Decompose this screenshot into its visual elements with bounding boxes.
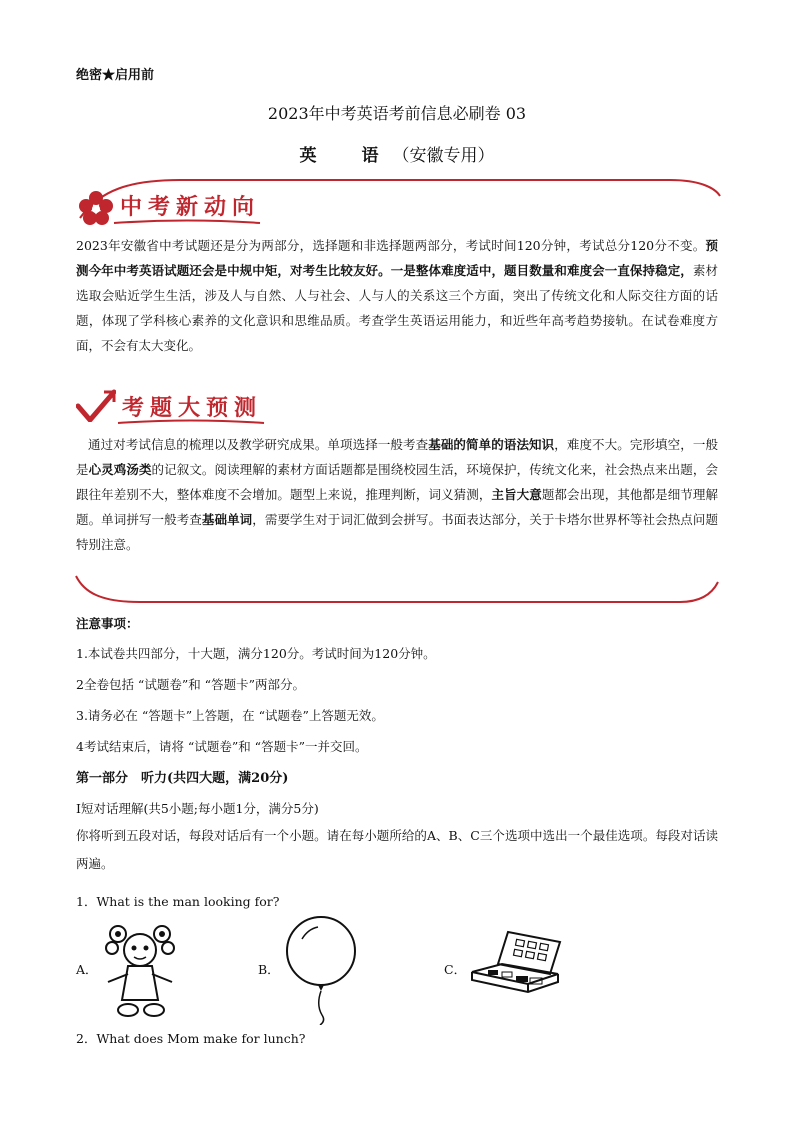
section2-paragraph: [76, 432, 718, 557]
paper-subject: [0, 141, 794, 166]
check-arrow-icon: [76, 388, 116, 422]
section2-text-1: 通过对考试信息的梳理以及教学研究成果。单项选择一般考查: [88, 437, 429, 452]
notes-heading: 注意事项：: [76, 616, 139, 631]
section1-text-1: 2023年安徽省中考试题还是分为两部分，选择题和非选择题两部分，考试时间120分钟，考试总分120分不变。: [76, 238, 706, 253]
note-item-2: 2全卷包括 “试题卷”和 “答题卡”两部分。: [76, 677, 305, 692]
section2-bold-2: 心灵鸡汤类: [88, 462, 152, 477]
option-c-label: C．: [444, 962, 467, 977]
note-item-4: 4考试结束后，请将 “试题卷”和 “答题卡”一并交回。: [76, 739, 368, 754]
confidential-label: 绝密★启用前: [76, 68, 155, 83]
section2-bold-1: 基础的简单的语法知识: [428, 437, 555, 452]
section1-text-2: 素材选取会贴近学生生活，涉及人与自然、人与社会、人与人的关系这三个方面，突出了传统文化和人际交往方面的话题，体现了学科核心素养的文化意识和思维品质。考查学生英语运用能力，和近些年高考趋势接轨。在试卷难度方面，不会有太大变化。: [76, 263, 718, 353]
section2-bold-4: 基础单词: [201, 512, 253, 527]
section2-frame-bottom: [70, 570, 730, 610]
part1-heading: 第一部分 听力(共四大题，满20分): [76, 771, 289, 786]
section1-underline: [112, 218, 262, 226]
section1-heading: 中考新动向: [120, 195, 261, 220]
option-a-label: A．: [76, 962, 98, 977]
part1-subheading: Ⅰ短对话理解(共5小题;每小题1分，满分5分): [76, 801, 319, 816]
section2-text-4: 题都会出现，其他都是细节理解题。单词拼写一般考查: [76, 487, 718, 527]
question-1: 1．What is the man looking for?: [76, 894, 280, 909]
note-item-3: 3.请务必在 “答题卡”上答题，在 “试题卷”上答题无效。: [76, 708, 384, 723]
section2-text-2: ，难度不大。完形填空，一般是: [76, 437, 718, 477]
section2-text-5: ，需要学生对于词汇做到会拼写。书面表达部分，关于卡塔尔世界杯等社会热点问题特别注意。: [76, 512, 718, 552]
subject-note: （安徽专用）: [392, 146, 495, 166]
part1-instructions: 你将听到五段对话，每段对话后有一个小题。请在每小题所给的A、B、C三个选项中选出一个最佳选项。每段对话读两遍。: [76, 828, 718, 871]
doll-image: [98, 920, 182, 1020]
question-2: 2．What does Mom make for lunch?: [76, 1031, 306, 1046]
subject-name: 英 语: [299, 146, 393, 166]
section2-bold-3: 主旨大意: [491, 487, 542, 502]
flower-icon: [78, 190, 114, 226]
paint-box-image: [468, 928, 568, 1008]
balloon-image: [282, 915, 360, 1025]
section2-heading: 考题大预测: [122, 396, 263, 421]
paper-title: 2023年中考英语考前信息必刷卷 03: [267, 104, 527, 123]
section2-underline: [116, 418, 266, 426]
section2-text-3: 的记叙文。阅读理解的素材方面话题都是围绕校园生活，环境保护，传统文化来，社会热点来出题，会跟往年差别不大，整体难度不会增加。题型上来说，推理判断，词义猜测，: [76, 462, 718, 502]
section1-paragraph: [76, 233, 718, 358]
option-b-label: B．: [258, 962, 280, 977]
section1-text-bold: 预测今年中考英语试题还会是中规中矩，对考生比较友好。一是整体难度适中，题目数量和难度会一直保持稳定，: [76, 238, 718, 278]
note-item-1: 1.本试卷共四部分，十大题，满分120分。考试时间为120分钟。: [76, 646, 436, 661]
